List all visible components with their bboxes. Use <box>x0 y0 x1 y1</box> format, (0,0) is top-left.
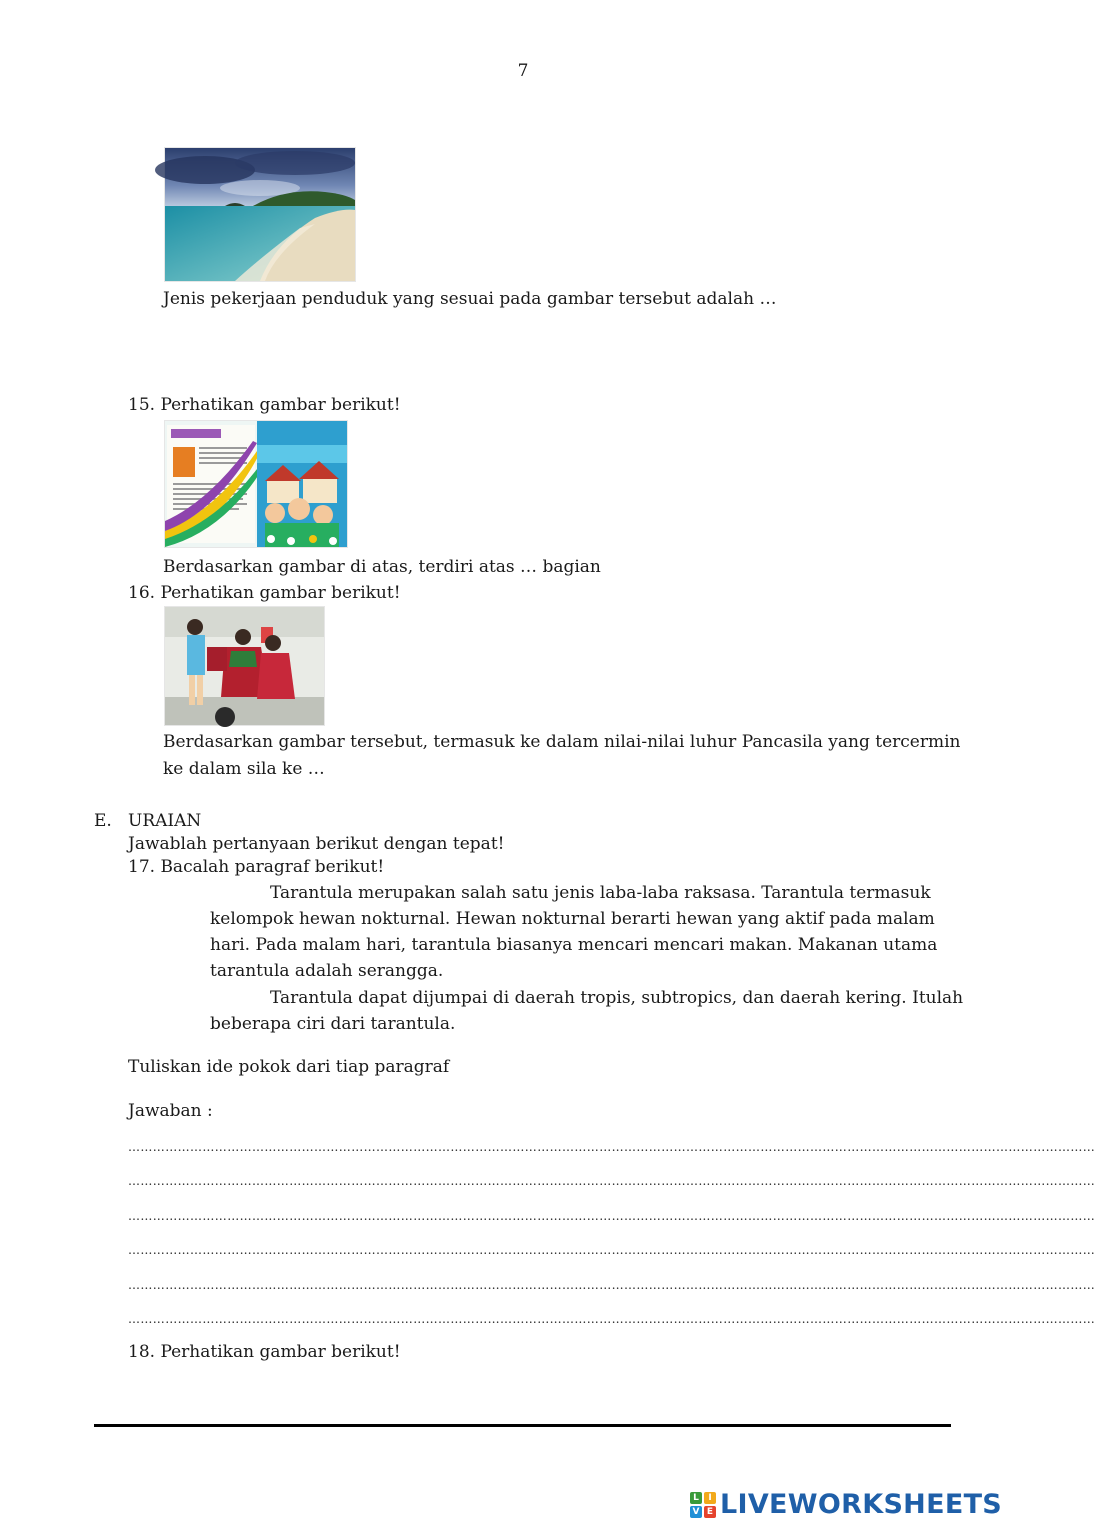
book-cover-image <box>165 421 347 547</box>
beach-image <box>165 148 355 281</box>
logo-block: E <box>704 1506 716 1518</box>
logo-blocks-icon <box>690 1492 716 1518</box>
paragraph-line: Tarantula merupakan salah satu jenis laba-laba raksasa. Tarantula termasuk <box>270 883 931 903</box>
section-e-title: URAIAN <box>128 811 202 831</box>
q18-prompt: 18. Perhatikan gambar berikut! <box>128 1342 401 1362</box>
answer-line[interactable]: ……………………………………………………………………………………………………………………………………………………………………………………………………………… <box>128 1140 1095 1154</box>
section-e-instruction: Jawablah pertanyaan berikut dengan tepat! <box>128 834 505 854</box>
q15-caption: Berdasarkan gambar di atas, terdiri atas … bagian <box>163 557 601 577</box>
q17-prompt: 17. Bacalah paragraf berikut! <box>128 857 385 877</box>
q16-caption-line2: ke dalam sila ke … <box>163 759 325 779</box>
answer-line[interactable]: ……………………………………………………………………………………………………………………………………………………………………………………………………………… <box>128 1209 1095 1223</box>
answer-label: Jawaban : <box>128 1101 213 1121</box>
logo-block: V <box>690 1506 702 1518</box>
answer-line[interactable]: ……………………………………………………………………………………………………………………………………………………………………………………………………………… <box>128 1174 1095 1188</box>
page-number: 7 <box>517 61 529 81</box>
dance-photo-image <box>165 607 324 725</box>
answer-line[interactable]: ……………………………………………………………………………………………………………………………………………………………………………………………………………… <box>128 1278 1095 1292</box>
q16-prompt: 16. Perhatikan gambar berikut! <box>128 583 401 603</box>
q17-task: Tuliskan ide pokok dari tiap paragraf <box>128 1057 450 1077</box>
paragraph-line: Tarantula dapat dijumpai di daerah tropis, subtropics, dan daerah kering. Itulah <box>270 988 964 1008</box>
liveworksheets-logo <box>690 1488 1002 1522</box>
paragraph-line: beberapa ciri dari tarantula. <box>210 1014 456 1034</box>
logo-block: L <box>690 1492 702 1504</box>
logo-block: I <box>704 1492 716 1504</box>
paragraph-line: tarantula adalah serangga. <box>210 961 444 981</box>
footer-rule <box>94 1424 951 1427</box>
q14-caption: Jenis pekerjaan penduduk yang sesuai pada gambar tersebut adalah … <box>163 289 777 309</box>
paragraph-line: hari. Pada malam hari, tarantula biasanya mencari mencari makan. Makanan utama <box>210 935 938 955</box>
paragraph-line: kelompok hewan nokturnal. Hewan nokturnal berarti hewan yang aktif pada malam <box>210 909 935 929</box>
q15-prompt: 15. Perhatikan gambar berikut! <box>128 395 401 415</box>
answer-line[interactable]: ……………………………………………………………………………………………………………………………………………………………………………………………………………… <box>128 1312 1095 1326</box>
section-e-label: E. <box>94 811 112 831</box>
brand-name: LIVEWORKSHEETS <box>720 1488 1003 1520</box>
answer-line[interactable]: ……………………………………………………………………………………………………………………………………………………………………………………………………………… <box>128 1243 1095 1257</box>
q16-caption-line1: Berdasarkan gambar tersebut, termasuk ke dalam nilai-nilai luhur Pancasila yang tercermin <box>163 732 961 752</box>
